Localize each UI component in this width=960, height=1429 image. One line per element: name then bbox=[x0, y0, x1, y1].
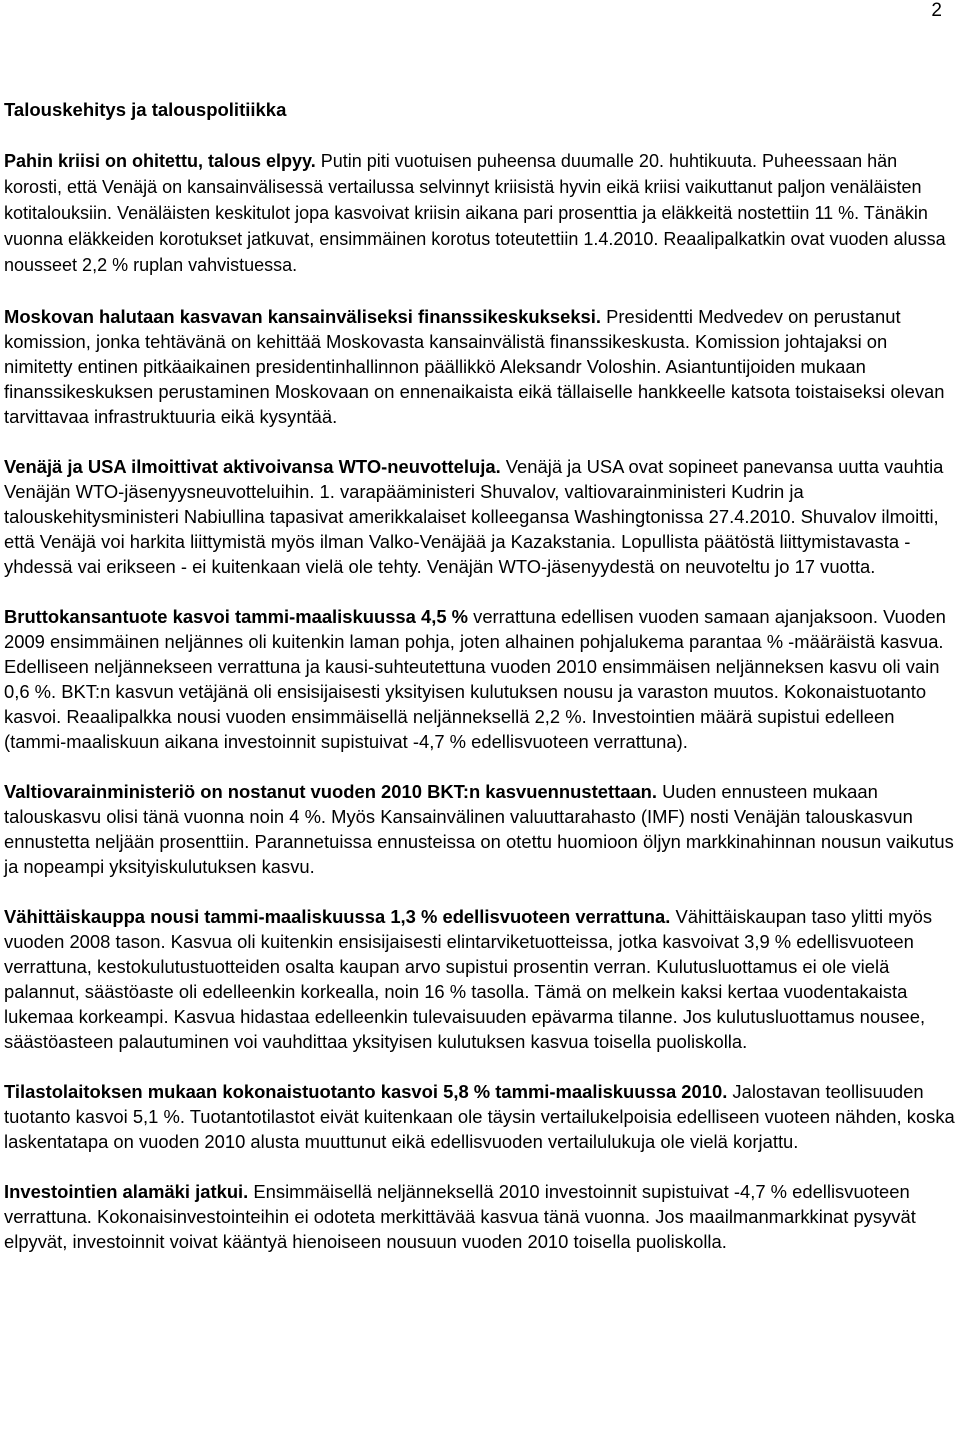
paragraph-lead: Investointien alamäki jatkui. bbox=[4, 1181, 249, 1202]
paragraph-lead: Venäjä ja USA ilmoittivat aktivoivansa WTO-neuvotteluja. bbox=[4, 456, 501, 477]
paragraph-body: Venäjä ja USA ovat sopineet panevansa uutta vauhtia Venäjän WTO-jäsenyysneuvotteluihin. 1. varapääministeri Shuvalov, valtiovarainministeri Kudrin ja talouskehitysministeri Nabiullina tapasivat amerikkalaiset kolleegansa Washingtonissa 27.4.2010. Shuvalov ilmoitti, että Venäjä voi harkita liittymistä myös ilman Valko-Venäjää ja Kazakstania. Lopullista päätöstä liittymistavasta - yhdessä vai erikseen - ei kuitenkaan vielä ole tehty. Venäjän WTO-jäsenyydestä on neuvoteltu jo 17 vuotta. bbox=[4, 456, 944, 577]
paragraph-lead: Moskovan halutaan kasvavan kansainväliseksi finanssikeskukseksi. bbox=[4, 306, 602, 327]
paragraph-moscow-finance-center bbox=[4, 304, 956, 429]
paragraph-total-production bbox=[4, 1079, 956, 1154]
document-body bbox=[4, 98, 956, 1279]
paragraph-lead: Pahin kriisi on ohitettu, talous elpyy. bbox=[4, 151, 316, 171]
paragraph-growth-forecast bbox=[4, 779, 956, 879]
paragraph-body: Putin piti vuotuisen puheensa duumalle 20. huhtikuuta. Puheessaan hän korosti, että Venäjä on kansainvälisessä vertailussa selvinnyt kriisistä hyvin eikä kriisi vaikuttanut paljon venäläisten kotitalouksiin. Venäläisten keskitulot jopa kasvoivat kriisin aikana pari prosenttia ja eläkkeitä nostettiin 11 %. Tänäkin vuonna eläkkeiden korotukset jatkuvat, ensimmäinen korotus toteutettiin 1.4.2010. Reaalipalkatkin ovat vuoden alussa nousseet 2,2 % ruplan vahvistuessa. bbox=[4, 151, 946, 275]
paragraph-crisis-over bbox=[4, 148, 956, 278]
paragraph-retail-trade bbox=[4, 904, 956, 1054]
paragraph-body: Uuden ennusteen mukaan talouskasvu olisi tänä vuonna noin 4 %. Myös Kansainvälinen valuuttarahasto (IMF) nosti Venäjän talouskasvun ennustetta neljään prosenttiin. Parannetuissa ennusteissa on otettu huomioon öljyn markkinahinnan nousun vaikutus ja nopeampi yksityiskulutuksen kasvu. bbox=[4, 781, 954, 877]
paragraph-lead: Tilastolaitoksen mukaan kokonaistuotanto kasvoi 5,8 % tammi-maaliskuussa 2010. bbox=[4, 1081, 728, 1102]
paragraph-lead: Valtiovarainministeriö on nostanut vuoden 2010 BKT:n kasvuennustettaan. bbox=[4, 781, 658, 802]
section-title: Talouskehitys ja talouspolitiikka bbox=[4, 99, 287, 120]
paragraph-body: verrattuna edellisen vuoden samaan ajanjaksoon. Vuoden 2009 ensimmäinen neljännes oli kuitenkin laman pohja, joten alhainen pohjalukema parantaa % -määräistä kasvua. Edelliseen neljännekseen verrattuna ja kausi-suhteutettuna vuoden 2010 ensimmäisen neljänneksen kasvu oli vain 0,6 %. BKT:n kasvun vetäjänä oli ensisijaisesti yksityisen kulutuksen nousu ja varaston muutos. Kokonaistuotanto kasvoi. Reaalipalkka nousi vuoden ensimmäisellä neljänneksellä 2,2 %. Investointien määrä supistui edelleen (tammi-maaliskuun aikana investoinnit supistuivat -4,7 % edellisvuoteen verrattuna). bbox=[4, 606, 946, 752]
paragraph-investment-decline bbox=[4, 1179, 956, 1254]
page-number: 2 bbox=[931, 0, 942, 21]
paragraph-body: Ensimmäisellä neljänneksellä 2010 investoinnit supistuivat -4,7 % edellisvuoteen verrattuna. Kokonaisinvestointeihin ei odoteta merkittävää kasvua tänä vuonna. Jos maailmanmarkkinat pysyvät elpyvät, investoinnit voivat kääntyä hienoiseen nousuun vuoden 2010 toisella puoliskolla. bbox=[4, 1181, 916, 1252]
paragraph-body: Jalostavan teollisuuden tuotanto kasvoi 5,1 %. Tuotantotilastot eivät kuitenkaan ole täysin vertailukelpoisia edelliseen vuoteen nähden, koska laskentatapa on vuoden 2010 alusta muuttunut eikä edellisvuoden vertailulukuja ole vielä korjattu. bbox=[4, 1081, 955, 1152]
paragraph-lead: Vähittäiskauppa nousi tammi-maaliskuussa 1,3 % edellisvuoteen verrattuna. bbox=[4, 906, 671, 927]
paragraph-wto-negotiations bbox=[4, 454, 956, 579]
paragraph-lead: Bruttokansantuote kasvoi tammi-maaliskuussa 4,5 % bbox=[4, 606, 469, 627]
paragraph-body: Presidentti Medvedev on perustanut komission, jonka tehtävänä on kehittää Moskovasta kansainvälistä finanssikeskusta. Komission johtajaksi on nimitetty entinen pitkäaikainen presidentinhallinnon päällikkö Aleksandr Voloshin. Asiantuntijoiden mukaan finanssikeskuksen perustaminen Moskovaan on ennenaikaista eikä tällaiselle hankkeelle katsota toistaiseksi olevan tarvittavaa infrastruktuuria eikä kysyntää. bbox=[4, 306, 945, 427]
paragraph-gdp-growth bbox=[4, 604, 956, 754]
paragraph-body: Vähittäiskaupan taso ylitti myös vuoden 2008 tason. Kasvua oli kuitenkin ensisijaisesti elintarviketuotteissa, jotka kasvoivat 3,9 % edellisvuoteen verrattuna, kestokulutustuotteiden osalta kaupan arvo supistui prosentin verran. Kulutusluottamus ei ole vielä palannut, säästöaste oli edelleenkin korkealla, noin 16 % tasolla. Tämä on melkein kaksi kertaa vuodentakaista lukemaa korkeampi. Kasvua hidastaa edelleenkin tulevaisuuden epävarma tilanne. Jos kulutusluottamus nousee, säästöasteen palautuminen voi vauhdittaa yksityisen kulutuksen kasvua toisella puoliskolla. bbox=[4, 906, 933, 1052]
